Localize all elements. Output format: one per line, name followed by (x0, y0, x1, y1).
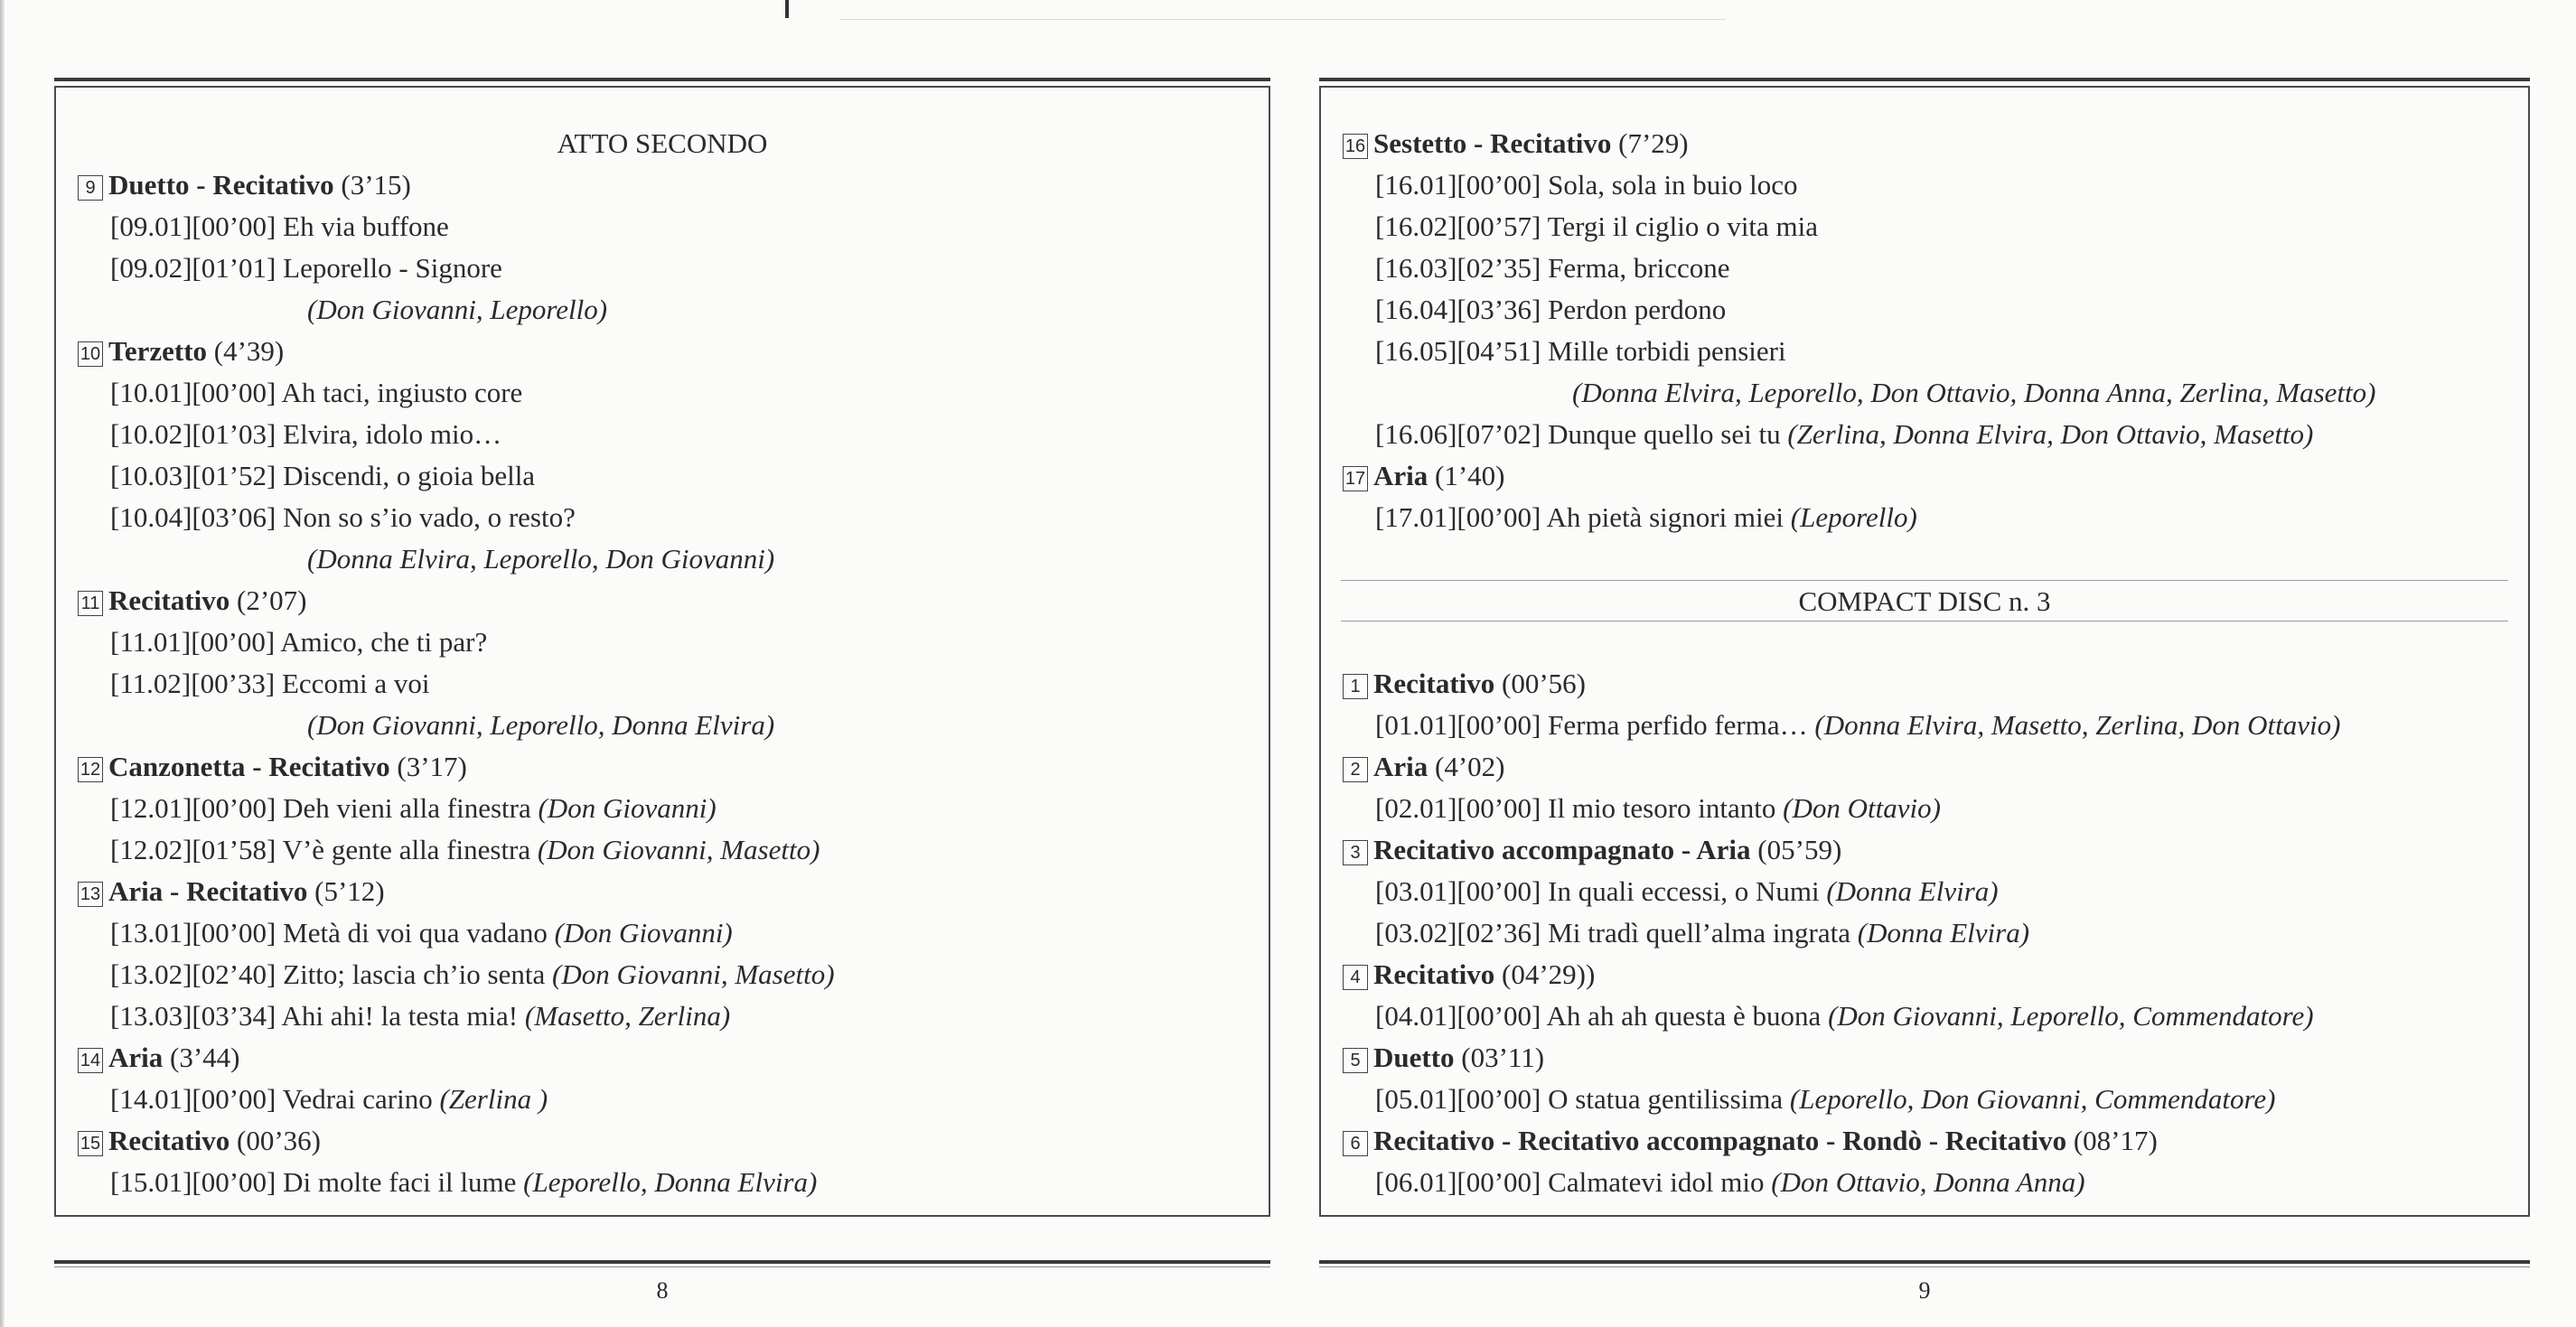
track-heading (1319, 954, 2530, 995)
subtrack-text: Deh vieni alla finestra (283, 792, 531, 824)
track-heading (1319, 1120, 2530, 1162)
page-bottom-thin-rule (54, 1266, 1270, 1267)
subtrack-time: [00’00] (192, 1083, 276, 1115)
act-heading: ATTO SECONDO (557, 127, 768, 159)
subtrack-index: [16.01] (1375, 169, 1457, 201)
subtrack-index: [10.03] (110, 460, 192, 491)
subtrack-row (1319, 497, 2530, 538)
subtrack-cast: (Don Giovanni) (538, 792, 717, 824)
subtrack-time: [03’36] (1457, 294, 1541, 325)
track-title: Recitativo (108, 1125, 230, 1156)
subtrack-text: Metà di voi qua vadano (283, 917, 548, 949)
subtrack-time: [01’52] (192, 460, 276, 491)
subtrack-row (54, 1079, 1270, 1120)
left-page (54, 78, 1270, 1304)
subtrack-time: [00’00] (192, 210, 276, 242)
subtrack-cast: (Don Ottavio) (1783, 792, 1941, 824)
subtrack-index: [05.01] (1375, 1083, 1457, 1115)
subtrack-index: [16.03] (1375, 252, 1457, 284)
track-number-box: 3 (1343, 840, 1368, 865)
subtrack-index: [12.01] (110, 792, 192, 824)
subtrack-text: Amico, che ti par? (280, 626, 488, 658)
subtrack-text: Sola, sola in buio loco (1548, 169, 1798, 201)
subtrack-cast: (Donna Elvira) (1826, 875, 1999, 907)
subtrack-text: Dunque quello sei tu (1548, 418, 1781, 450)
track-title: Aria (1373, 751, 1429, 782)
subtrack-row (54, 912, 1270, 954)
track-duration: (4’02) (1435, 751, 1505, 782)
subtrack-text: Leporello - Signore (283, 252, 502, 284)
track-duration: (3’44) (170, 1042, 240, 1073)
subtrack-row (54, 497, 1270, 538)
subtrack-row (54, 455, 1270, 497)
track-title: Sestetto - Recitativo (1373, 127, 1612, 159)
track-heading (1319, 829, 2530, 871)
subtrack-cast: (Don Giovanni) (554, 917, 733, 949)
track-heading (1319, 663, 2530, 705)
subtrack-row (54, 372, 1270, 414)
subtrack-time: [00’00] (1457, 1083, 1541, 1115)
track-heading (1319, 123, 2530, 164)
subtrack-text: Ferma, briccone (1548, 252, 1730, 284)
spacer (1319, 621, 2530, 663)
track-duration: (08’17) (2073, 1125, 2158, 1156)
track-heading (54, 871, 1270, 912)
subtrack-text: Eh via buffone (283, 210, 449, 242)
track-number-box: 9 (78, 175, 103, 201)
left-tracks (54, 164, 1270, 1203)
subtrack-text: Elvira, idolo mio… (283, 418, 502, 450)
subtrack-text: Ah ah ah questa è buona (1546, 1000, 1822, 1032)
page-edge-shadow (0, 0, 5, 1327)
track-heading (54, 746, 1270, 788)
subtrack-time: [02’35] (1457, 252, 1541, 284)
spine-mark (785, 0, 789, 18)
track-heading (54, 1120, 1270, 1162)
track-number-box: 2 (1343, 757, 1368, 782)
subtrack-index: [16.05] (1375, 335, 1457, 367)
track-heading (54, 331, 1270, 372)
right-page (1319, 78, 2530, 1304)
subtrack-row (1319, 912, 2530, 954)
subtrack-index: [03.02] (1375, 917, 1457, 949)
subtrack-time: [00’00] (1457, 792, 1541, 824)
subtrack-time: [00’00] (192, 1166, 276, 1198)
subtrack-row (54, 621, 1270, 663)
page-bottom-thin-rule (1319, 1266, 2530, 1267)
subtrack-row (54, 954, 1270, 995)
track-duration: (3’15) (341, 169, 411, 201)
subtrack-text: Ah pietà signori miei (1546, 501, 1784, 533)
track-duration: (04’29)) (1502, 958, 1596, 990)
cd-heading: COMPACT DISC n. 3 (1341, 580, 2508, 621)
subtrack-cast: (Zerlina ) (439, 1083, 548, 1115)
track-title: Aria - Recitativo (108, 875, 308, 907)
subtrack-cast: (Leporello, Donna Elvira) (523, 1166, 818, 1198)
subtrack-row (1319, 289, 2530, 331)
subtrack-text: O statua gentilissima (1548, 1083, 1784, 1115)
subtrack-cast: (Don Ottavio, Donna Anna) (1771, 1166, 2085, 1198)
subtrack-row (1319, 1079, 2530, 1120)
subtrack-row (1319, 248, 2530, 289)
subtrack-time: [04’51] (1457, 335, 1541, 367)
track-heading (1319, 746, 2530, 788)
right-tracks-top (1319, 123, 2530, 538)
subtrack-row (54, 663, 1270, 705)
cast-line: (Donna Elvira, Leporello, Don Giovanni) (307, 543, 775, 575)
subtrack-index: [09.02] (110, 252, 192, 284)
track-heading (54, 580, 1270, 621)
subtrack-cast: (Don Giovanni, Leporello, Commendatore) (1828, 1000, 2314, 1032)
track-number-box: 12 (78, 757, 103, 782)
subtrack-row (1319, 871, 2530, 912)
track-number-box: 4 (1343, 965, 1368, 990)
subtrack-time: [00’33] (191, 668, 276, 699)
subtrack-cast: (Zerlina, Donna Elvira, Don Ottavio, Masetto) (1787, 418, 2314, 450)
subtrack-row (1319, 164, 2530, 206)
subtrack-index: [13.01] (110, 917, 192, 949)
subtrack-time: [01’01] (192, 252, 276, 284)
subtrack-index: [14.01] (110, 1083, 192, 1115)
subtrack-time: [00’00] (1457, 1166, 1541, 1198)
subtrack-time: [00’00] (1457, 709, 1541, 741)
subtrack-text: Ahi ahi! la testa mia! (281, 1000, 519, 1032)
subtrack-cast: (Leporello, Don Giovanni, Commendatore) (1789, 1083, 2276, 1115)
cast-line: (Don Giovanni, Leporello) (307, 294, 608, 325)
subtrack-time: [00’00] (1457, 1000, 1541, 1032)
track-title: Terzetto (108, 335, 208, 367)
subtrack-time: [00’57] (1457, 210, 1541, 242)
subtrack-time: [00’00] (1457, 875, 1541, 907)
subtrack-text: Ah taci, ingiusto core (281, 377, 523, 408)
subtrack-index: [04.01] (1375, 1000, 1457, 1032)
cd3-tracks (1319, 663, 2530, 1203)
subtrack-text: Tergi il ciglio o vita mia (1547, 210, 1819, 242)
subtrack-time: [03’34] (192, 1000, 276, 1032)
subtrack-row (1319, 1162, 2530, 1203)
track-title: Recitativo (108, 584, 230, 616)
track-title: Duetto (1373, 1042, 1455, 1073)
subtrack-time: [01’58] (192, 834, 276, 865)
subtrack-text: In quali eccessi, o Numi (1548, 875, 1820, 907)
top-rule (840, 19, 1726, 20)
subtrack-row (54, 248, 1270, 289)
subtrack-text: Mille torbidi pensieri (1548, 335, 1786, 367)
subtrack-index: [17.01] (1375, 501, 1457, 533)
subtrack-text: Il mio tesoro intanto (1548, 792, 1776, 824)
subtrack-text: Ferma perfido ferma… (1548, 709, 1808, 741)
track-heading (54, 164, 1270, 206)
track-duration: (00’56) (1502, 668, 1587, 699)
subtrack-time: [00’00] (1457, 501, 1541, 533)
track-duration: (3’17) (397, 751, 467, 782)
track-duration: (5’12) (314, 875, 385, 907)
track-duration: (4’39) (213, 335, 285, 367)
subtrack-index: [16.04] (1375, 294, 1457, 325)
subtrack-text: V’è gente alla finestra (282, 834, 531, 865)
subtrack-row (1319, 414, 2530, 455)
subtrack-text: Mi tradì quell’alma ingrata (1548, 917, 1850, 949)
subtrack-index: [15.01] (110, 1166, 192, 1198)
page-bottom-rule (54, 1260, 1270, 1264)
track-number-box: 17 (1343, 466, 1368, 491)
track-number-box: 15 (78, 1131, 103, 1156)
subtrack-index: [13.03] (110, 1000, 192, 1032)
track-title: Aria (1373, 460, 1429, 491)
track-number-box: 13 (78, 882, 103, 907)
track-listing (54, 123, 1270, 1203)
subtrack-cast: (Don Giovanni, Masetto) (552, 958, 835, 990)
subtrack-index: [11.01] (110, 626, 192, 658)
track-duration: (03’11) (1461, 1042, 1545, 1073)
subtrack-index: [01.01] (1375, 709, 1457, 741)
subtrack-time: [00’00] (192, 377, 276, 408)
subtrack-index: [11.02] (110, 668, 192, 699)
track-number-box: 14 (78, 1048, 103, 1073)
cast-line: (Don Giovanni, Leporello, Donna Elvira) (307, 709, 775, 741)
cast-line: (Donna Elvira, Leporello, Don Ottavio, Donna Anna, Zerlina, Masetto) (1572, 377, 2376, 408)
subtrack-text: Discendi, o gioia bella (283, 460, 536, 491)
subtrack-cast: (Leporello) (1790, 501, 1917, 533)
track-listing (1319, 123, 2530, 1203)
track-heading (1319, 455, 2530, 497)
track-duration: (7’29) (1618, 127, 1689, 159)
track-duration: (05’59) (1757, 834, 1842, 865)
track-number-box: 6 (1343, 1131, 1368, 1156)
subtrack-time: [02’36] (1457, 917, 1541, 949)
subtrack-cast: (Masetto, Zerlina) (524, 1000, 731, 1032)
track-number-box: 16 (1343, 134, 1368, 159)
subtrack-index: [06.01] (1375, 1166, 1457, 1198)
subtrack-index: [10.01] (110, 377, 192, 408)
subtrack-text: Di molte faci il lume (283, 1166, 517, 1198)
subtrack-cast: (Donna Elvira) (1857, 917, 2030, 949)
track-number-box: 10 (78, 341, 103, 367)
subtrack-row (54, 829, 1270, 871)
subtrack-row (54, 788, 1270, 829)
subtrack-index: [10.02] (110, 418, 192, 450)
subtrack-text: Vedrai carino (282, 1083, 433, 1115)
subtrack-index: [13.02] (110, 958, 192, 990)
track-duration: (1’40) (1435, 460, 1505, 491)
track-heading (1319, 1037, 2530, 1079)
track-title: Canzonetta - Recitativo (108, 751, 390, 782)
track-title: Recitativo (1373, 668, 1495, 699)
subtrack-row (54, 1162, 1270, 1203)
track-number-box: 1 (1343, 674, 1368, 699)
subtrack-index: [16.06] (1375, 418, 1457, 450)
track-number-box: 11 (78, 591, 103, 616)
subtrack-row (54, 414, 1270, 455)
track-duration: (2’07) (237, 584, 307, 616)
track-title: Recitativo accompagnato - Aria (1373, 834, 1751, 865)
subtrack-row (1319, 995, 2530, 1037)
page-number: 9 (1918, 1277, 1931, 1304)
track-number-box: 5 (1343, 1048, 1368, 1073)
subtrack-text: Perdon perdono (1548, 294, 1727, 325)
subtrack-text: Zitto; lascia ch’io senta (283, 958, 546, 990)
subtrack-row (1319, 788, 2530, 829)
subtrack-index: [09.01] (110, 210, 192, 242)
subtrack-time: [00’00] (192, 792, 276, 824)
subtrack-cast: (Donna Elvira, Masetto, Zerlina, Don Ottavio) (1814, 709, 2341, 741)
subtrack-index: [02.01] (1375, 792, 1457, 824)
subtrack-index: [16.02] (1375, 210, 1457, 242)
subtrack-row (1319, 705, 2530, 746)
subtrack-index: [12.02] (110, 834, 192, 865)
track-title: Duetto - Recitativo (108, 169, 334, 201)
subtrack-time: [02’40] (192, 958, 276, 990)
track-title: Recitativo - Recitativo accompagnato - Rondò - Recitativo (1373, 1125, 2067, 1156)
page-top-rule (1319, 78, 2530, 81)
subtrack-time: [00’00] (1457, 169, 1541, 201)
subtrack-time: [00’00] (192, 917, 276, 949)
subtrack-row (54, 995, 1270, 1037)
track-title: Aria (108, 1042, 164, 1073)
subtrack-time: [00’00] (191, 626, 276, 658)
subtrack-index: [10.04] (110, 501, 192, 533)
page-number: 8 (656, 1277, 669, 1304)
subtrack-cast: (Don Giovanni, Masetto) (537, 834, 820, 865)
track-duration: (00’36) (237, 1125, 322, 1156)
subtrack-text: Eccomi a voi (281, 668, 430, 699)
subtrack-row (1319, 331, 2530, 372)
subtrack-text: Non so s’io vado, o resto? (283, 501, 576, 533)
page-bottom-rule (1319, 1260, 2530, 1264)
subtrack-row (54, 206, 1270, 248)
subtrack-row (1319, 206, 2530, 248)
subtrack-time: [07’02] (1457, 418, 1541, 450)
spacer (1319, 538, 2530, 580)
track-heading (54, 1037, 1270, 1079)
subtrack-time: [03’06] (192, 501, 276, 533)
track-title: Recitativo (1373, 958, 1495, 990)
subtrack-text: Calmatevi idol mio (1548, 1166, 1765, 1198)
page-top-rule (54, 78, 1270, 81)
subtrack-time: [01’03] (192, 418, 276, 450)
subtrack-index: [03.01] (1375, 875, 1457, 907)
